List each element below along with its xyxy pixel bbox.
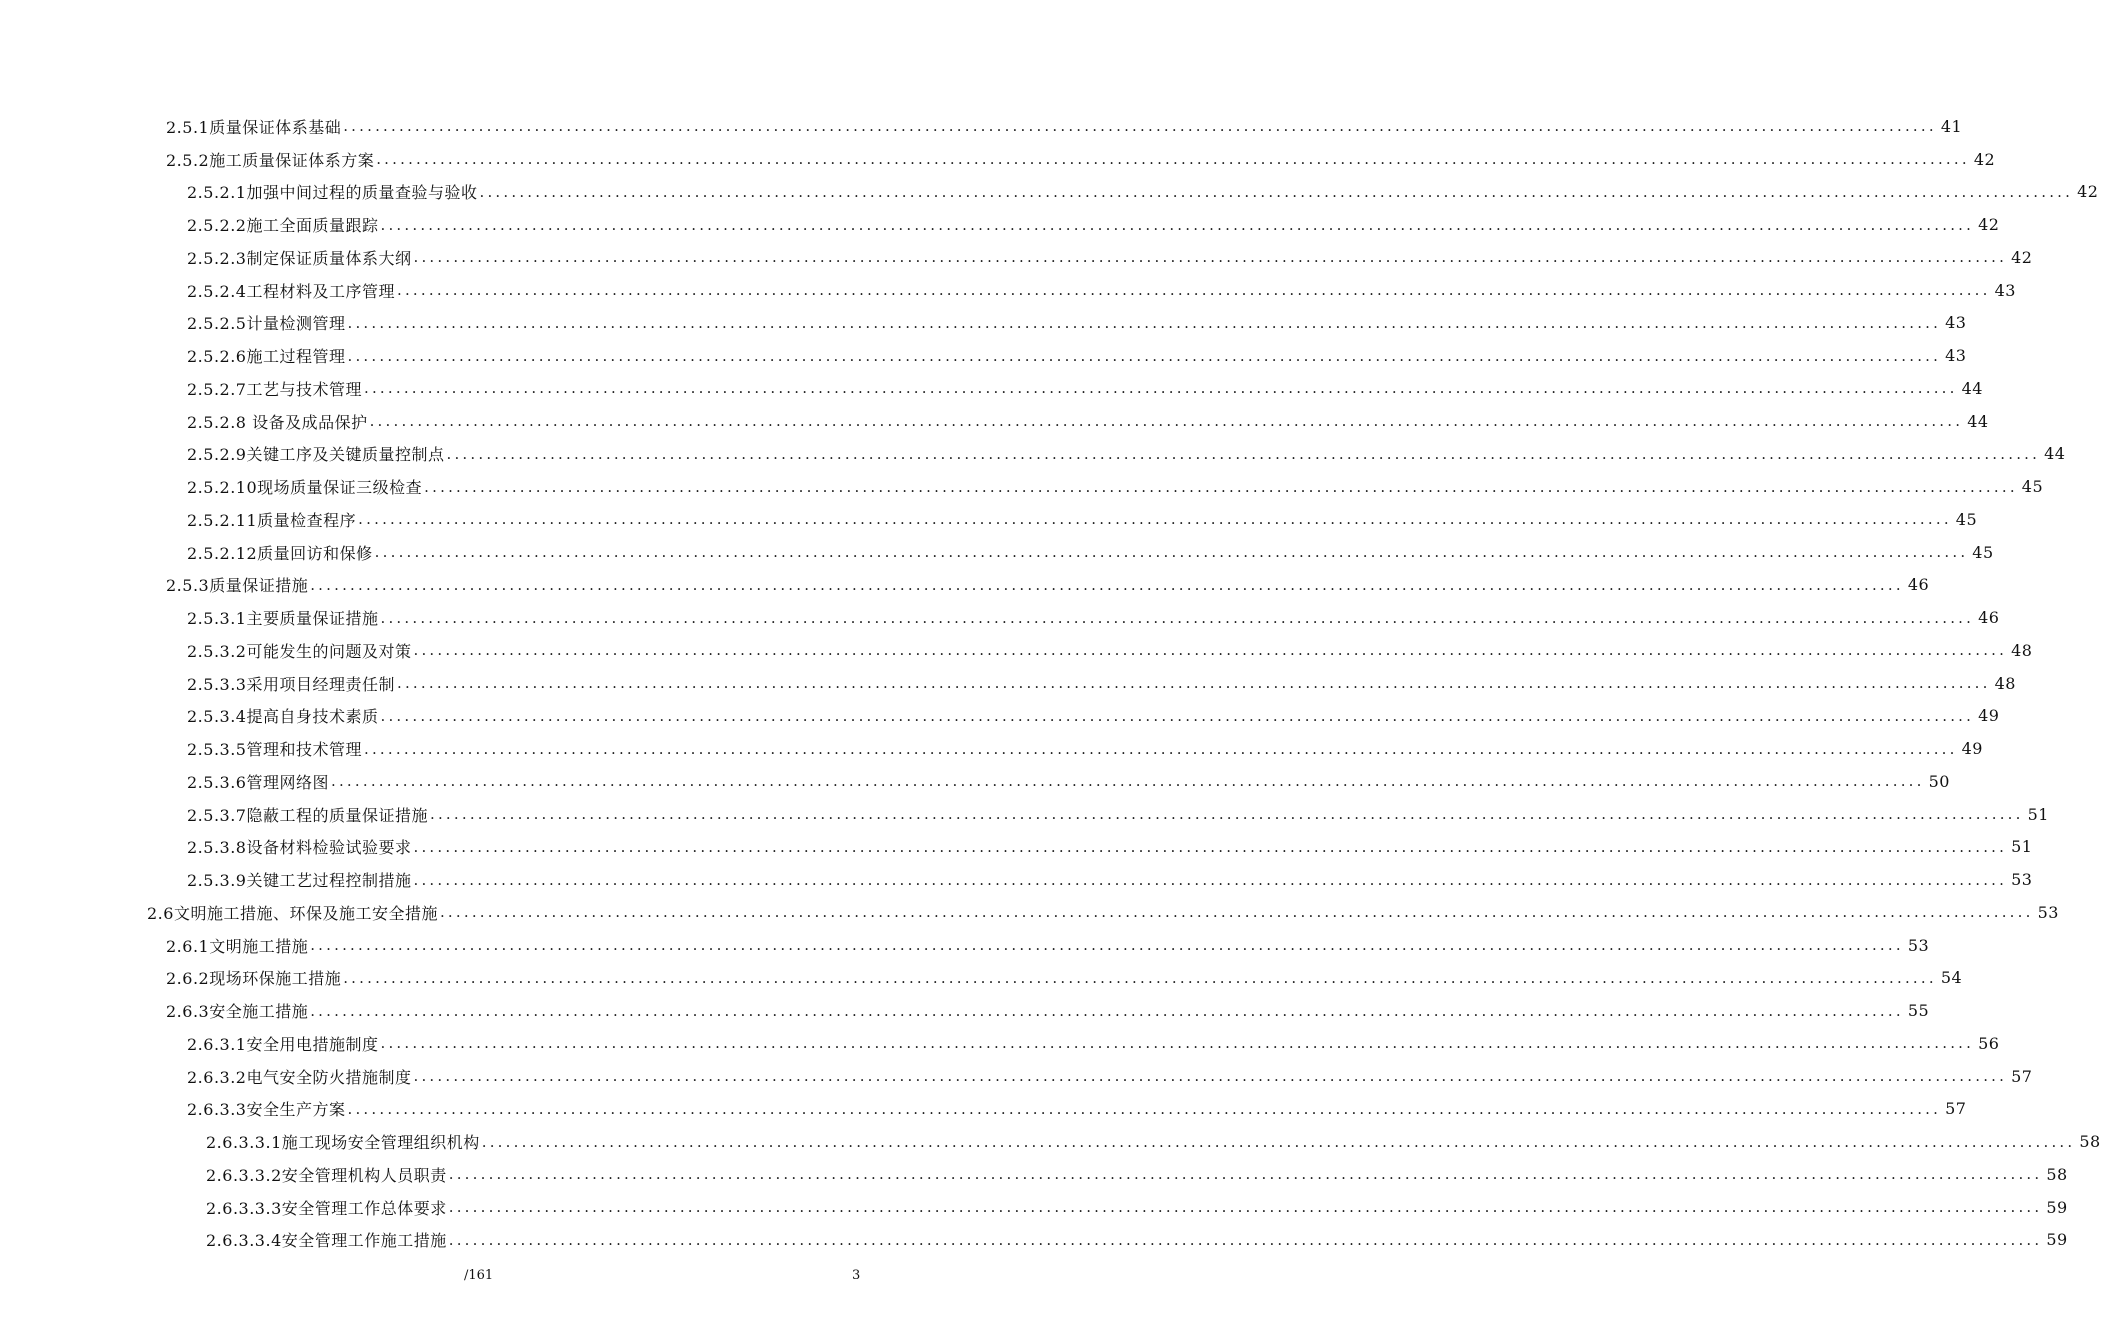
toc-entry-title: 2.5.2.2施工全面质量跟踪 [187,216,379,236]
toc-entry[interactable] [0,307,1967,340]
toc-entry-page: 42 [1973,149,1996,169]
toc-dot-leader: ........................................................................................................................................................................................................ [481,1132,2076,1151]
toc-entry-title: 2.5.2.9关键工序及关键质量控制点 [187,445,445,465]
toc-entry-page: 43 [1945,346,1967,366]
toc-entry[interactable] [0,470,2044,503]
toc-dot-leader: ........................................................................................................................................................................................................ [413,248,2008,267]
toc-entry-title: 2.5.3.1主要质量保证措施 [187,609,379,629]
toc-entry-page: 50 [1928,771,1950,791]
toc-dot-leader: ........................................................................................................................................................................................................ [380,706,1975,725]
toc-dot-leader: ........................................................................................................................................................................................................ [347,1099,1942,1118]
toc-entry-title: 2.5.2.8 设备及成品保护 [187,412,368,432]
toc-dot-leader: ........................................................................................................................................................................................................ [363,379,1958,398]
toc-entry[interactable] [0,962,1963,995]
toc-entry[interactable] [0,110,1963,143]
toc-entry-title: 2.5.3.3采用项目经理责任制 [187,674,395,694]
toc-dot-leader: ........................................................................................................................................................................................................ [413,837,2008,856]
toc-entry-page: 46 [1978,608,2000,628]
toc-entry-page: 48 [1994,673,2016,693]
toc-entry[interactable] [0,929,1930,962]
toc-entry-title: 2.5.2.4工程材料及工序管理 [187,281,395,301]
toc-entry-page: 42 [1978,215,2000,235]
toc-entry[interactable] [0,896,2059,929]
toc-entry-title: 2.5.2.3制定保证质量体系大纲 [187,248,412,268]
toc-entry[interactable] [0,863,2033,896]
toc-entry-title: 2.5.3.4提高自身技术素质 [187,707,379,727]
toc-entry-title: 2.5.2.1加强中间过程的质量查验与验收 [187,183,478,203]
toc-entry-page: 57 [1945,1099,1967,1119]
toc-entry-page: 53 [2037,902,2059,922]
toc-entry[interactable] [0,601,2000,634]
toc-entry-title: 2.6.3.3安全生产方案 [187,1100,346,1120]
toc-entry[interactable] [0,143,1996,176]
toc-entry-page: 53 [1907,935,1930,955]
toc-entry-title: 2.6.3.3.3安全管理工作总体要求 [206,1198,447,1218]
toc-entry[interactable] [0,994,1930,1027]
toc-entry-title: 2.5.2.5计量检测管理 [187,314,346,334]
page-number: 3 [852,1268,861,1283]
toc-entry[interactable] [0,1191,2068,1224]
toc-entry-page: 49 [1961,739,1983,759]
toc-entry-title: 2.6.2现场环保施工措施 [166,969,342,989]
toc-entry[interactable] [0,798,2049,831]
toc-entry-page: 42 [2011,247,2033,267]
toc-entry[interactable] [0,405,1989,438]
toc-entry[interactable] [0,1093,1967,1126]
toc-entry-page: 51 [2027,804,2049,824]
toc-entry-title: 2.5.3.7隐蔽工程的质量保证措施 [187,805,428,825]
toc-entry-title: 2.5.3.8设备材料检验试验要求 [187,838,412,858]
toc-dot-leader: ........................................................................................................................................................................................................ [330,772,1925,791]
toc-entry[interactable] [0,1158,2068,1191]
toc-dot-leader: ........................................................................................................................................................................................................ [413,641,2008,660]
toc-dot-leader: ........................................................................................................................................................................................................ [448,1198,2043,1217]
toc-entry-page: 44 [1967,411,1989,431]
toc-dot-leader: ........................................................................................................................................................................................................ [369,412,1964,431]
toc-dot-leader: ........................................................................................................................................................................................................ [448,1230,2043,1249]
toc-dot-leader: ........................................................................................................................................................................................................ [413,1067,2008,1086]
toc-entry-title: 2.5.3.2可能发生的问题及对策 [187,641,412,661]
toc-entry-title: 2.5.1质量保证体系基础 [166,117,342,137]
toc-entry-page: 43 [1945,313,1967,333]
toc-entry-page: 59 [2046,1230,2068,1250]
toc-entry-title: 2.6.3安全施工措施 [166,1002,309,1022]
toc-entry[interactable] [0,274,2016,307]
toc-entry[interactable] [0,634,2033,667]
toc-dot-leader: ........................................................................................................................................................................................................ [448,1165,2043,1184]
toc-entry-page: 44 [1961,378,1983,398]
toc-dot-leader: ........................................................................................................................................................................................................ [376,150,1970,169]
toc-entry-title: 2.5.3.5管理和技术管理 [187,740,362,760]
toc-entry-page: 43 [1994,280,2016,300]
toc-dot-leader: ........................................................................................................................................................................................................ [343,968,1937,987]
toc-entry[interactable] [0,732,1983,765]
toc-entry-page: 45 [2021,477,2044,497]
toc-entry-page: 41 [1940,116,1963,136]
toc-entry-title: 2.5.3.6管理网络图 [187,772,329,792]
toc-entry-title: 2.5.2.6施工过程管理 [187,347,346,367]
toc-dot-leader: ........................................................................................................................................................................................................ [479,182,2074,201]
toc-entry-title: 2.5.2.7工艺与技术管理 [187,379,362,399]
toc-entry-page: 54 [1940,968,1963,988]
toc-entry-title: 2.5.2.12质量回访和保修 [187,543,373,563]
toc-entry-page: 45 [1972,542,1994,562]
toc-entry-page: 59 [2046,1197,2068,1217]
toc-dot-leader: ........................................................................................................................................................................................................ [424,477,2018,496]
toc-entry-title: 2.5.3质量保证措施 [166,576,309,596]
toc-entry-title: 2.5.2.10现场质量保证三级检查 [187,478,423,498]
toc-entry[interactable] [0,1224,2068,1257]
toc-dot-leader: ........................................................................................................................................................................................................ [374,543,1969,562]
toc-entry[interactable] [0,765,1950,798]
toc-entry-page: 45 [1955,509,1978,529]
toc-entry[interactable] [0,503,1978,536]
toc-dot-leader: ........................................................................................................................................................................................................ [439,903,2034,922]
toc-entry-title: 2.6.1文明施工措施 [166,936,309,956]
toc-entry[interactable] [0,438,2066,471]
toc-entry-page: 57 [2011,1066,2033,1086]
toc-entry-page: 53 [2011,870,2033,890]
total-pages: /161 [464,1268,494,1283]
toc-entry-title: 2.5.2施工质量保证体系方案 [166,150,375,170]
toc-entry-page: 48 [2011,640,2033,660]
toc-dot-leader: ........................................................................................................................................................................................................ [396,674,1991,693]
toc-dot-leader: ........................................................................................................................................................................................................ [358,510,1952,529]
toc-dot-leader: ........................................................................................................................................................................................................ [380,608,1975,627]
toc-entry-title: 2.6文明施工措施、环保及施工安全措施 [147,903,438,923]
toc-entry-title: 2.6.3.3.1施工现场安全管理组织机构 [206,1133,480,1153]
toc-entry[interactable] [0,700,2000,733]
toc-entry-page: 51 [2011,837,2033,857]
toc-dot-leader: ........................................................................................................................................................................................................ [310,1001,1904,1020]
toc-entry[interactable] [0,1027,2000,1060]
toc-entry-page: 46 [1907,575,1930,595]
toc-dot-leader: ........................................................................................................................................................................................................ [343,117,1937,136]
toc-entry-page: 58 [2079,1132,2101,1152]
toc-dot-leader: ........................................................................................................................................................................................................ [347,313,1942,332]
toc-entry-title: 2.6.3.1安全用电措施制度 [187,1034,379,1054]
toc-entry-page: 56 [1978,1033,2000,1053]
toc-dot-leader: ........................................................................................................................................................................................................ [310,575,1904,594]
toc-entry-title: 2.5.3.9关键工艺过程控制措施 [187,871,412,891]
toc-entry-page: 44 [2044,444,2066,464]
toc-entry[interactable] [0,569,1930,602]
toc-dot-leader: ........................................................................................................................................................................................................ [380,215,1975,234]
toc-dot-leader: ........................................................................................................................................................................................................ [380,1034,1975,1053]
toc-entry[interactable] [0,536,1994,569]
table-of-contents [0,110,2101,1256]
toc-entry-title: 2.5.2.11质量检查程序 [187,510,357,530]
toc-dot-leader: ........................................................................................................................................................................................................ [310,936,1904,955]
toc-entry-page: 49 [1978,706,2000,726]
toc-dot-leader: ........................................................................................................................................................................................................ [396,281,1991,300]
toc-entry-page: 55 [1907,1001,1930,1021]
toc-entry-title: 2.6.3.2电气安全防火措施制度 [187,1067,412,1087]
toc-entry[interactable] [0,1060,2033,1093]
toc-entry[interactable] [0,1125,2101,1158]
toc-entry-title: 2.6.3.3.4安全管理工作施工措施 [206,1231,447,1251]
toc-entry-page: 58 [2046,1164,2068,1184]
toc-entry-title: 2.6.3.3.2安全管理机构人员职责 [206,1165,447,1185]
toc-entry[interactable] [0,176,2099,209]
toc-entry[interactable] [0,372,1983,405]
toc-entry[interactable] [0,208,2000,241]
toc-entry[interactable] [0,339,1967,372]
toc-dot-leader: ........................................................................................................................................................................................................ [347,346,1942,365]
toc-entry[interactable] [0,667,2016,700]
toc-dot-leader: ........................................................................................................................................................................................................ [413,870,2008,889]
toc-entry[interactable] [0,831,2033,864]
toc-dot-leader: ........................................................................................................................................................................................................ [429,805,2024,824]
toc-entry[interactable] [0,241,2033,274]
toc-dot-leader: ........................................................................................................................................................................................................ [446,444,2041,463]
toc-dot-leader: ........................................................................................................................................................................................................ [363,739,1958,758]
toc-entry-page: 42 [2077,182,2099,202]
